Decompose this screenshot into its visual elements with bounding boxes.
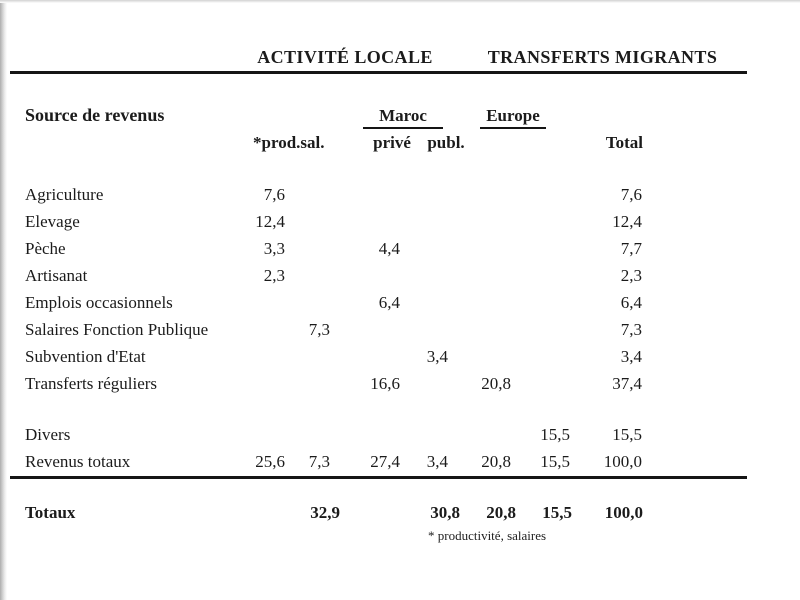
row-label: Artisanat [25,266,88,285]
row-label: Elevage [25,212,80,231]
cell-total: 6,4 [620,293,642,312]
totals-divers: 15,5 [542,503,572,522]
column-group-transferts-migrants: TRANSFERTS MIGRANTS [487,47,718,67]
row-label: Revenus totaux [25,452,131,471]
column-header-total: Total [605,133,643,152]
cell-prive: 6,4 [378,293,400,312]
table-row [0,239,800,263]
cell-total: 12,4 [612,212,642,231]
row-label: Emplois occasionnels [25,293,173,312]
cell-divers: 15,5 [540,425,570,444]
row-label: Agriculture [25,185,104,204]
totals-europe: 20,8 [486,503,516,522]
cell-total: 100,0 [603,452,642,471]
cell-europe: 20,8 [481,452,511,471]
column-header-prod-sal: *prod.sal. [253,133,325,152]
cell-divers: 15,5 [540,452,570,471]
totals-maroc: 30,8 [430,503,460,522]
cell-total: 2,3 [620,266,642,285]
row-label: Subvention d'Etat [25,347,146,366]
footnote-productivite-salaires: * productivité, salaires [428,528,547,543]
cell-total: 7,3 [620,320,642,339]
row-label: Divers [25,425,71,444]
table-row [0,293,800,317]
cell-prod: 12,4 [255,212,285,231]
cell-total: 7,7 [620,239,642,258]
cell-total: 37,4 [612,374,642,393]
column-header-publ: publ. [427,133,465,152]
cell-prod: 25,6 [255,452,285,471]
cell-prod: 7,6 [263,185,285,204]
row-label: Transferts réguliers [25,374,158,393]
subheader-europe: Europe [480,106,546,129]
column-group-activite-locale: ACTIVITÉ LOCALE [257,47,433,67]
cell-publ: 3,4 [426,347,448,366]
cell-prod: 3,3 [263,239,285,258]
scan-edge-top [0,0,800,3]
footer-rule [10,476,747,479]
cell-total: 15,5 [612,425,642,444]
subheader-maroc: Maroc [363,106,443,129]
totals-prod-sal: 32,9 [310,503,340,522]
totals-total: 100,0 [604,503,643,522]
cell-europe: 20,8 [481,374,511,393]
row-label: Salaires Fonction Publique [25,320,209,339]
row-label: Pèche [25,239,66,258]
table-title-source-de-revenus: Source de revenus [25,105,165,125]
cell-sal: 7,3 [308,320,330,339]
cell-total: 3,4 [620,347,642,366]
table-row [0,374,800,398]
totals-row [0,503,800,529]
cell-total: 7,6 [620,185,642,204]
cell-sal: 7,3 [308,452,330,471]
cell-publ: 3,4 [426,452,448,471]
totals-label: Totaux [25,503,76,522]
table-row [0,425,800,449]
table-row [0,347,800,371]
table-row [0,320,800,344]
header-rule [10,71,747,74]
table-row [0,266,800,290]
cell-prod: 2,3 [263,266,285,285]
table-row [0,212,800,236]
cell-prive: 4,4 [378,239,400,258]
cell-prive: 27,4 [370,452,400,471]
column-header-prive: privé [373,133,411,152]
table-row [0,452,800,476]
cell-prive: 16,6 [370,374,400,393]
table-row [0,185,800,209]
